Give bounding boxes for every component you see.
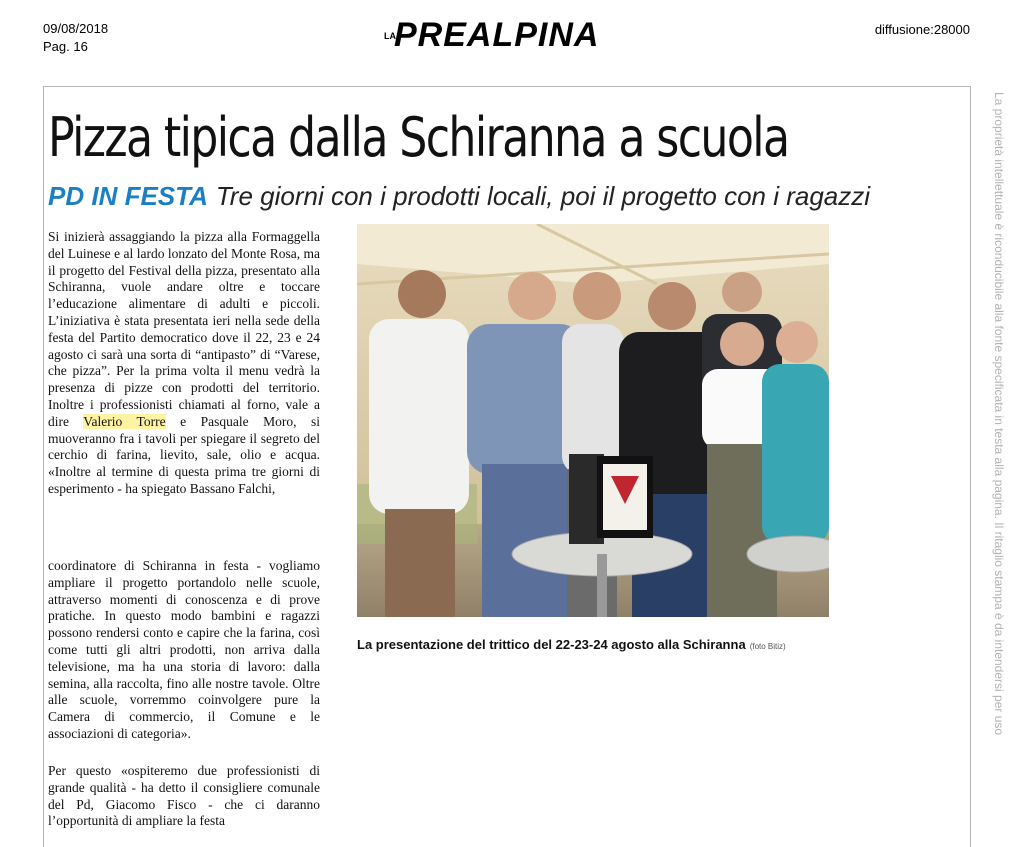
paragraph-text: coordinatore di Schiranna in festa - vogliamo ampliare il progetto portandolo nelle scuole, attraverso momenti di conoscenza e di prove pratiche. In questo modo bambini e ragazzi possono rendersi conto e capire che la farina, così come tutti gli altri prodotti, non arriva dalla televisione, ma ha una storia di lavoro: dalla semina, alla raccolta, fino alle nostre tavole. Oltre alle scuole, vorremmo coinvolgere pure la Camera di commercio, il Comune e le associazioni di categoria». (48, 558, 320, 741)
photo-caption (357, 637, 786, 652)
article-paragraph-2 (48, 558, 320, 743)
article-paragraph-3 (48, 763, 320, 830)
article-paragraph-1 (48, 229, 320, 498)
paragraph-text: Si inizierà assaggiando la pizza alla Formaggella del Luinese e al lardo lonzato del Monte Rosa, ma il progetto del Festival della pizza, presentato alla Schiranna, vuole andare oltre e toccare l’educazione alimentare di adulti e piccoli. L’iniziativa è stata presentata ieri nella sede della festa del Partito democratico dove il 22, 23 e 24 agosto ci sarà una sorta di “antipasto” di “Varese, che pizza”. Per la prima volta il menu vedrà la presenza di pizze con prodotti del territorio. Inoltre i professionisti chiamati al forno, vale a dire (48, 229, 320, 429)
deck-text: Tre giorni con i prodotti locali, poi il progetto con i ragazzi (215, 181, 871, 211)
photo-credit: (foto Bitiz) (749, 642, 786, 651)
article-photo (357, 224, 829, 617)
paragraph-text: Per questo «ospiteremo due professionisti di grande qualità - ha detto il consigliere comunale del Pd, Giacomo Fisco - che ci daranno l’opportunità di ampliare la festa (48, 763, 320, 829)
caption-text: La presentazione del trittico del 22-23-24 agosto alla Schiranna (357, 637, 746, 652)
page-number: Pag. 16 (43, 39, 88, 54)
logo-name: PREALPINA (394, 16, 600, 54)
copyright-sidenote (992, 92, 1008, 832)
sidenote-text: La proprietà intellettuale è riconducibile alla fonte specificata in testa alla pagina. Il ritaglio stampa è da intendersi per uso (992, 92, 1006, 736)
highlighted-name: Valerio Torre (83, 413, 166, 429)
article-subheading (48, 179, 870, 213)
newspaper-logo (384, 18, 644, 58)
kicker-label: PD IN FESTA (48, 181, 208, 211)
logo-prefix: LA (384, 31, 396, 41)
circulation-info: diffusione:28000 (874, 22, 970, 37)
article-headline: Pizza tipica dalla Schiranna a scuola (48, 106, 789, 169)
publication-date: 09/08/2018 (43, 21, 109, 36)
paragraph-text: e Pasquale Moro, si muoveranno fra i tavoli per spiegare il segreto del cerchio di farina, lievito, sale, olio e acqua. «Inoltre al termine di questa prima tre giorni di esperimento - ha spiegato Bassano Falchi, (48, 413, 320, 496)
